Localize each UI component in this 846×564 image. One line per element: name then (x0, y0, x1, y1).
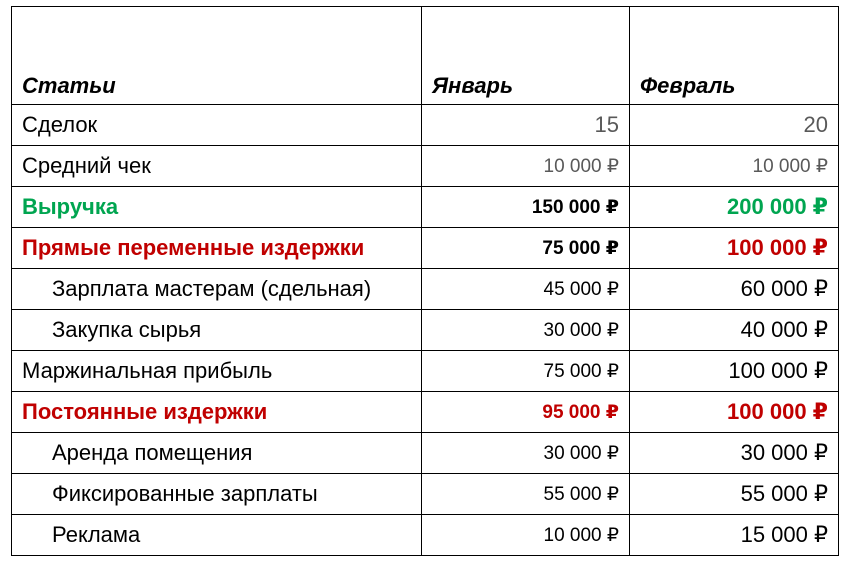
row-label: Прямые переменные издержки (12, 228, 422, 269)
row-fixed-costs (12, 392, 839, 433)
row-margin-profit (12, 351, 839, 392)
cell-january: 10 000 ₽ (422, 146, 630, 187)
row-revenue (12, 187, 839, 228)
header-row (12, 7, 839, 105)
row-rent (12, 433, 839, 474)
cell-february: 10 000 ₽ (630, 146, 839, 187)
cell-january: 30 000 ₽ (422, 310, 630, 351)
row-label: Постоянные издержки (12, 392, 422, 433)
row-advertising (12, 515, 839, 556)
cell-february: 100 000 ₽ (630, 228, 839, 269)
row-label: Реклама (12, 515, 422, 556)
cell-february: 100 000 ₽ (630, 392, 839, 433)
header-february: Февраль (630, 7, 839, 105)
row-raw-materials (12, 310, 839, 351)
cell-february: 40 000 ₽ (630, 310, 839, 351)
cell-january: 45 000 ₽ (422, 269, 630, 310)
header-items: Статьи (12, 7, 422, 105)
row-average-check (12, 146, 839, 187)
cell-january: 30 000 ₽ (422, 433, 630, 474)
cell-february: 200 000 ₽ (630, 187, 839, 228)
cell-january: 55 000 ₽ (422, 474, 630, 515)
row-label: Средний чек (12, 146, 422, 187)
row-piecework-salaries (12, 269, 839, 310)
cell-february: 60 000 ₽ (630, 269, 839, 310)
row-label: Фиксированные зарплаты (12, 474, 422, 515)
cell-january: 10 000 ₽ (422, 515, 630, 556)
cell-january: 150 000 ₽ (422, 187, 630, 228)
cell-january: 15 (422, 105, 630, 146)
row-label: Зарплата мастерам (сдельная) (12, 269, 422, 310)
budget-table (11, 6, 839, 556)
cell-january: 95 000 ₽ (422, 392, 630, 433)
cell-february: 15 000 ₽ (630, 515, 839, 556)
row-label: Выручка (12, 187, 422, 228)
row-direct-variable-costs (12, 228, 839, 269)
cell-january: 75 000 ₽ (422, 351, 630, 392)
header-january: Январь (422, 7, 630, 105)
row-deals (12, 105, 839, 146)
cell-january: 75 000 ₽ (422, 228, 630, 269)
row-label: Закупка сырья (12, 310, 422, 351)
cell-february: 100 000 ₽ (630, 351, 839, 392)
row-fixed-salaries (12, 474, 839, 515)
cell-february: 55 000 ₽ (630, 474, 839, 515)
cell-february: 30 000 ₽ (630, 433, 839, 474)
cell-february: 20 (630, 105, 839, 146)
row-label: Сделок (12, 105, 422, 146)
row-label: Аренда помещения (12, 433, 422, 474)
row-label: Маржинальная прибыль (12, 351, 422, 392)
